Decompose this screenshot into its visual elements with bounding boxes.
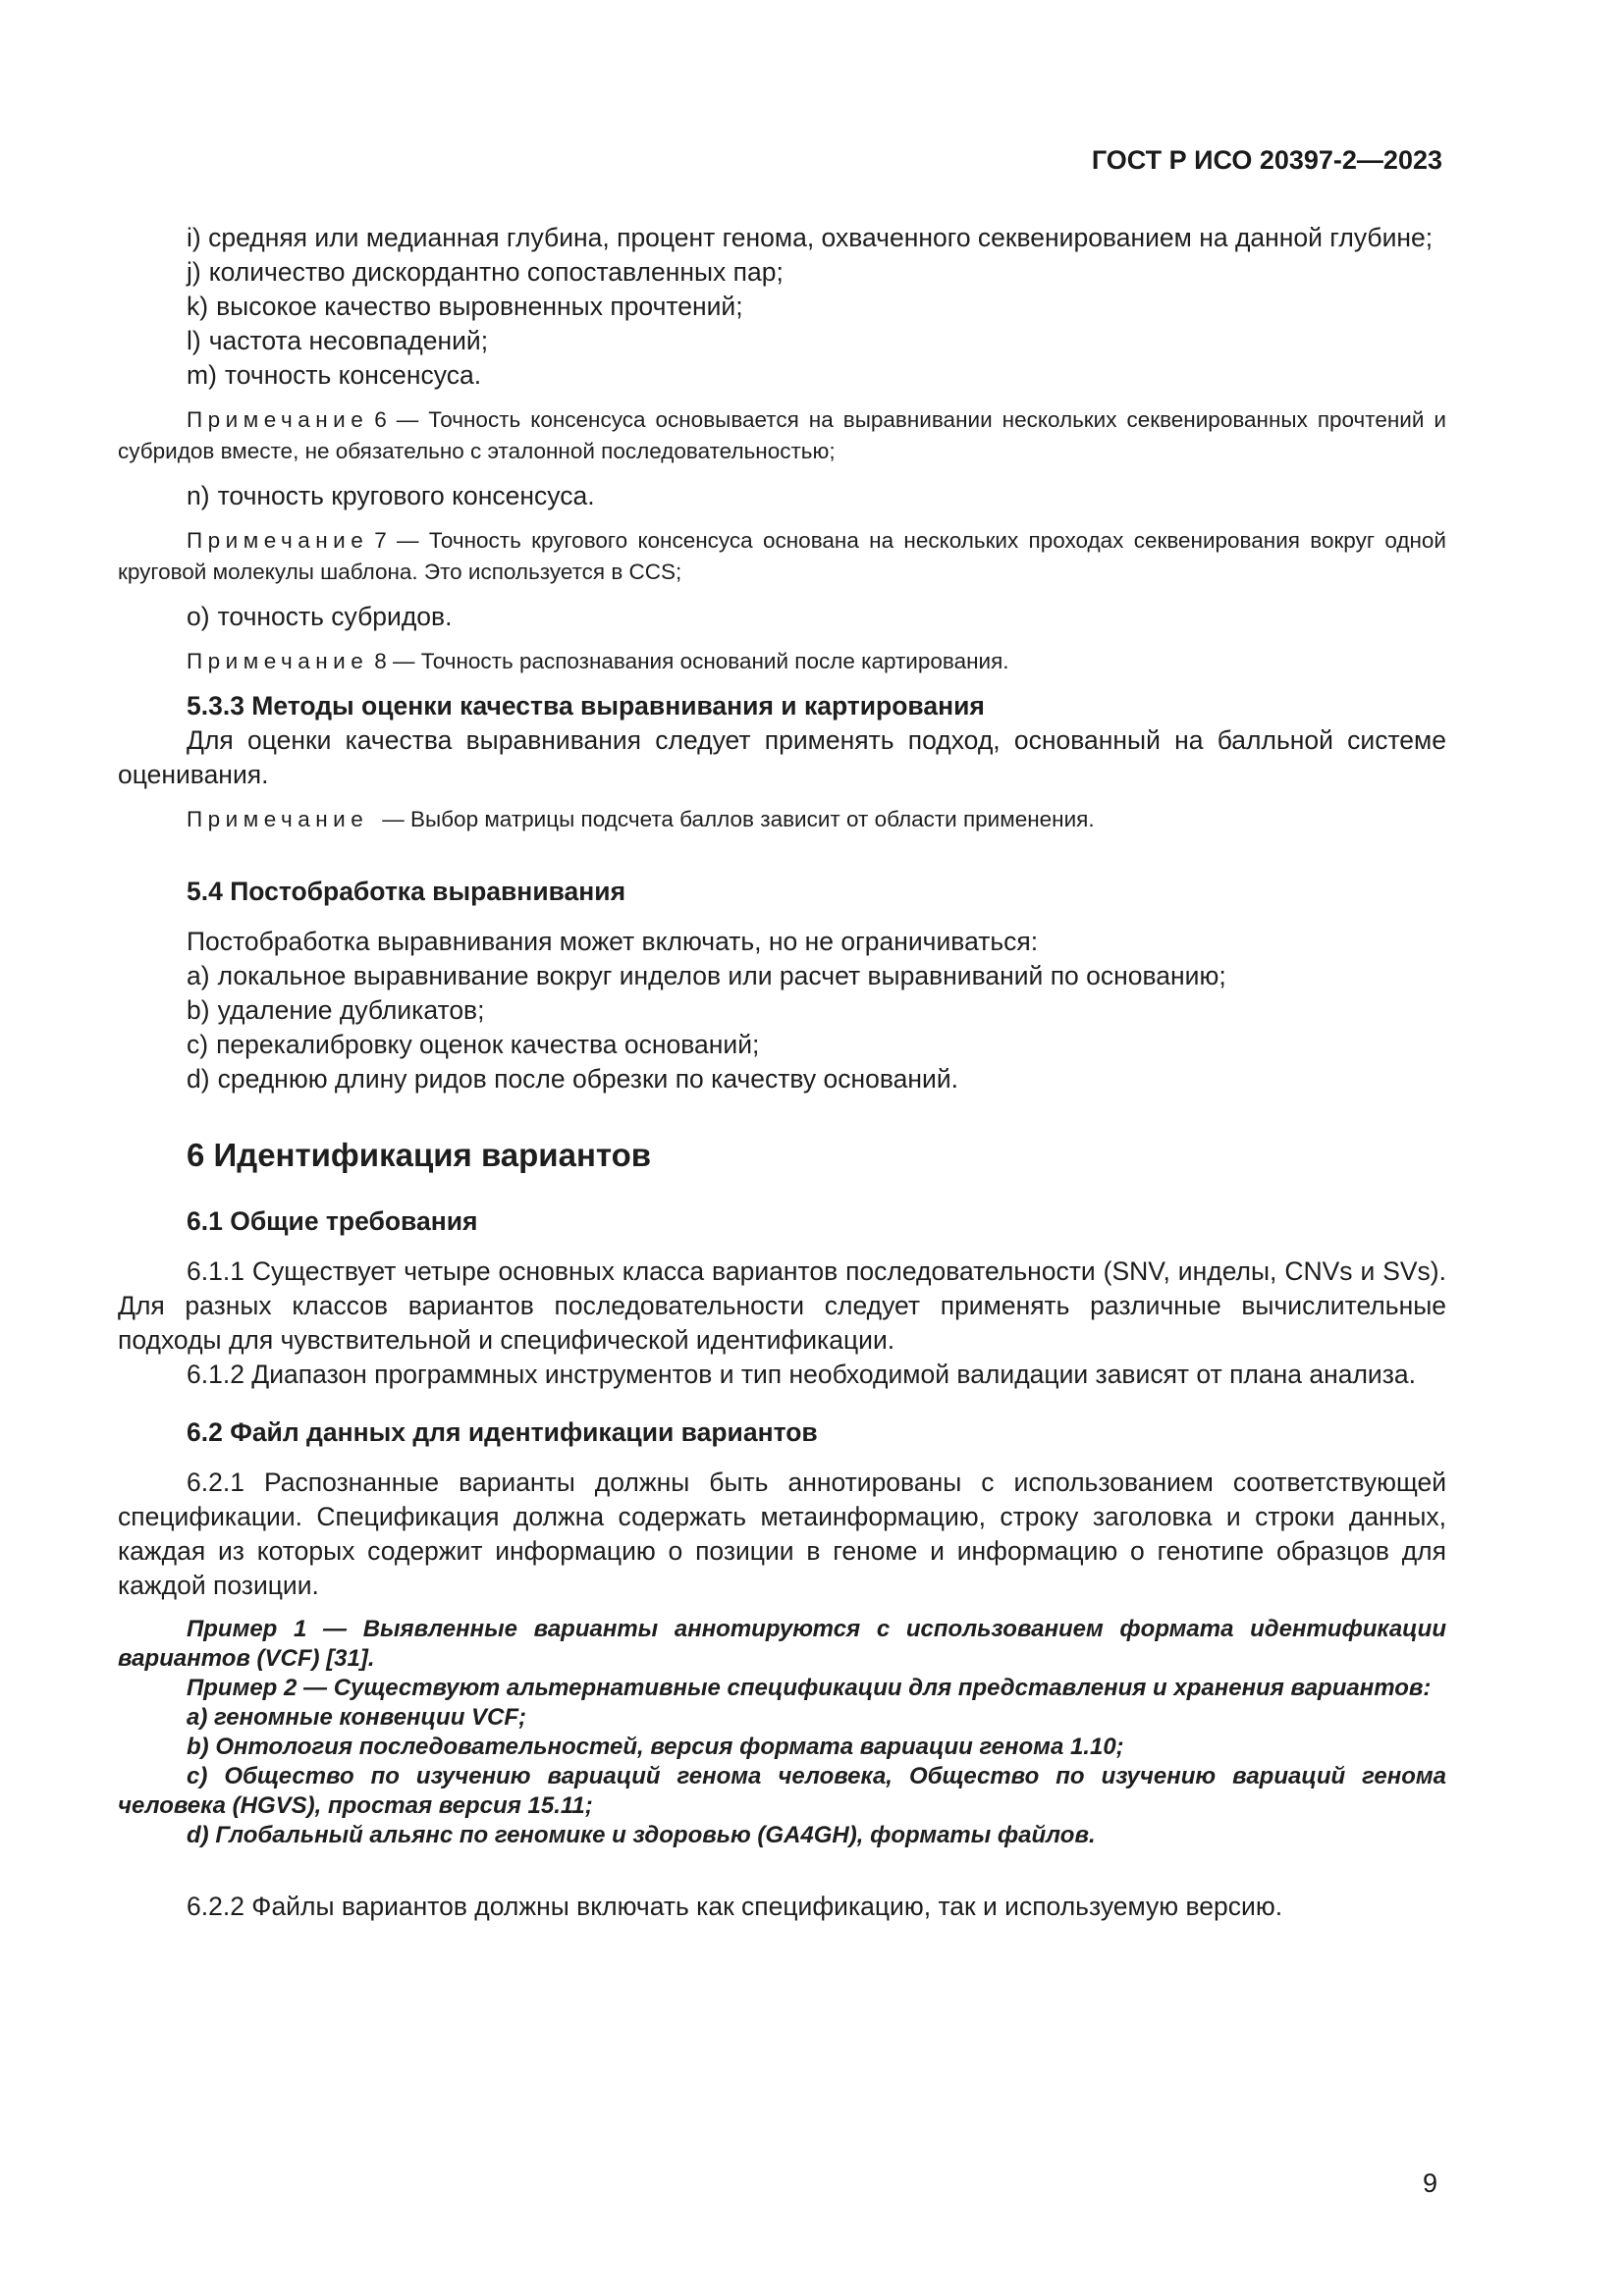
list-text: частота несовпадений;	[208, 326, 489, 355]
example-item-b: b) Онтология последовательностей, версия формата вариации генома 1.10;	[187, 1734, 1124, 1760]
standard-code: ГОСТ Р ИСО 20397-2—2023	[1091, 145, 1442, 175]
example-item-d: d) Глобальный альянс по геномике и здоровью (GA4GH), форматы файлов.	[187, 1822, 1096, 1848]
section-5-3-3-text: Для оценки качества выравнивания следует применять подход, основанный на балльной системе оценивания.	[118, 725, 1446, 789]
list-marker: j)	[187, 257, 201, 287]
note-lead: Примечание	[187, 407, 369, 432]
example-1: Пример 1 — Выявленные варианты аннотируются с использованием формата идентификации вариантов (VCF) [31].	[118, 1616, 1446, 1672]
example-item-c: c) Общество по изучению вариаций генома человека, Общество по изучению вариаций генома человека (HGVS), простая версия 15.11;	[118, 1763, 1446, 1819]
list-text: локальное выравнивание вокруг инделов или расчет выравниваний по основанию;	[217, 961, 1226, 990]
list-marker: m)	[187, 360, 217, 390]
list-item-a	[187, 959, 1446, 993]
list-marker: l)	[187, 326, 201, 355]
list-item-b	[187, 993, 1446, 1028]
list-marker: d)	[187, 1064, 210, 1094]
list-item-n	[187, 479, 1446, 513]
list-text: точность субридов.	[217, 602, 453, 631]
list-text: точность консенсуса.	[224, 360, 482, 390]
section-6-title: 6 Идентификация вариантов	[187, 1137, 652, 1173]
note-lead: Примечание	[187, 528, 369, 553]
paragraph-6-2-2: 6.2.2 Файлы вариантов должны включать как спецификацию, так и используемую версию.	[187, 1892, 1283, 1921]
list-marker: i)	[187, 223, 201, 252]
note-text: 7 — Точность кругового консенсуса основана на нескольких проходах секвенирования вокруг одной круговой молекулы шаблона. Это используется в CCS;	[118, 528, 1446, 584]
note-lead: Примечание	[187, 649, 369, 673]
list-item-c	[187, 1028, 1446, 1062]
list-text: удаление дубликатов;	[217, 995, 485, 1025]
list-marker: c)	[187, 1030, 209, 1059]
list-text: точность кругового консенсуса.	[217, 481, 595, 510]
page-content	[118, 221, 1446, 1924]
example-item-a: a) геномные конвенции VCF;	[187, 1704, 527, 1731]
list-text: среднюю длину ридов после обрезки по качеству оснований.	[217, 1064, 959, 1094]
note-7	[118, 525, 1446, 588]
section-6-1-title: 6.1 Общие требования	[187, 1206, 478, 1236]
example-2: Пример 2 — Существуют альтернативные спецификации для представления и хранения вариантов:	[187, 1675, 1432, 1701]
list-marker: k)	[187, 292, 209, 321]
list-item-k	[187, 290, 1446, 324]
list-item-i	[118, 221, 1446, 255]
list-text: перекалибровку оценок качества оснований;	[216, 1030, 760, 1059]
paragraph-6-1-2: 6.1.2 Диапазон программных инструментов и тип необходимой валидации зависят от плана анализа.	[187, 1360, 1416, 1389]
note-lead: Примечание	[187, 807, 369, 831]
list-marker: b)	[187, 995, 210, 1025]
paragraph-6-2-1: 6.2.1 Распознанные варианты должны быть аннотированы с использованием соответствующей спецификации. Спецификация должна содержать метаинформацию, строку заголовка и строки данных, каждая из которых содержит информацию о позиции в геноме и информацию о генотипе образцов для каждой позиции.	[118, 1468, 1446, 1600]
paragraph-6-1-1: 6.1.1 Существует четыре основных класса вариантов последовательности (SNV, инделы, CNVs и SVs). Для разных классов вариантов последовательности следует применять различные вычислительные подходы для чувствительной и специфической идентификации.	[118, 1256, 1446, 1355]
list-text: средняя или медианная глубина, процент генома, охваченного секвенированием на данной глубине;	[208, 223, 1434, 252]
list-item-m	[187, 358, 1446, 393]
section-6-2-title: 6.2 Файл данных для идентификации вариантов	[187, 1417, 818, 1447]
list-marker: a)	[187, 961, 210, 990]
list-item-l	[187, 324, 1446, 358]
list-item-d	[187, 1062, 1446, 1096]
section-5-4-intro: Постобработка выравнивания может включать, но не ограничиваться:	[187, 927, 1039, 956]
note-6	[118, 404, 1446, 467]
section-5-3-3-title: 5.3.3 Методы оценки качества выравнивания и картирования	[187, 691, 985, 721]
note-8	[118, 646, 1446, 677]
list-item-o	[187, 600, 1446, 634]
list-item-j	[187, 255, 1446, 290]
note-scoring-matrix	[118, 804, 1446, 835]
list-text: количество дискордантно сопоставленных пар;	[208, 257, 784, 287]
note-text: — Выбор матрицы подсчета баллов зависит от области применения.	[382, 807, 1095, 831]
list-marker: o)	[187, 602, 210, 631]
section-5-4-title: 5.4 Постобработка выравнивания	[187, 877, 626, 906]
list-text: высокое качество выровненных прочтений;	[216, 292, 743, 321]
note-text: 8 — Точность распознавания оснований после картирования.	[374, 649, 1009, 673]
page-number: 9	[1422, 2168, 1437, 2198]
list-marker: n)	[187, 481, 210, 510]
note-text: 6 — Точность консенсуса основывается на выравнивании нескольких секвенированных прочтений и субридов вместе, не обязательно с эталонной последовательностью;	[118, 407, 1446, 463]
